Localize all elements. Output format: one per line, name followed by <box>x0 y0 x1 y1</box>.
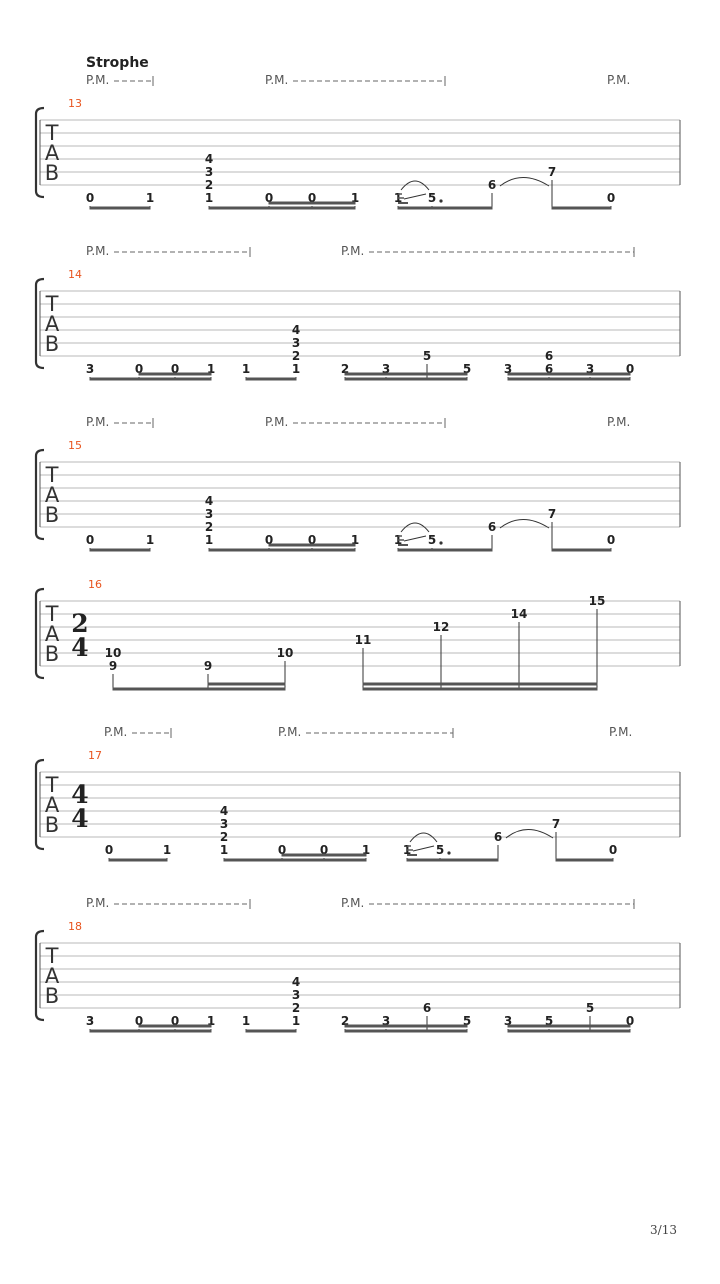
bar-number: 16 <box>88 578 102 591</box>
fret-number: 1 <box>206 362 216 376</box>
fret-number: 9 <box>203 659 213 673</box>
fret-number: 5 <box>462 1014 472 1028</box>
fret-number: 1 <box>204 191 214 205</box>
fret-number: 7 <box>551 817 561 831</box>
palm-mute-label: P.M. <box>607 73 631 87</box>
fret-number: 1 <box>393 191 403 205</box>
palm-mute-label: P.M. <box>607 415 631 429</box>
fret-number: 0 <box>277 843 287 857</box>
tab-system-18 <box>36 896 680 1031</box>
fret-number: 0 <box>625 362 635 376</box>
fret-number: 0 <box>606 533 616 547</box>
tab-clef-letter: T <box>45 121 59 145</box>
fret-number: 3 <box>204 165 214 179</box>
fret-number: 2 <box>340 362 350 376</box>
tab-clef-letter: T <box>45 463 59 487</box>
fret-number: 1 <box>241 362 251 376</box>
palm-mute-label: P.M. <box>86 73 110 87</box>
palm-mute-label: P.M. <box>265 415 289 429</box>
fret-number: 3 <box>585 362 595 376</box>
palm-mute-label: P.M. <box>265 73 289 87</box>
fret-number: 1 <box>145 533 155 547</box>
palm-mute-label: P.M. <box>86 896 110 910</box>
fret-number: 0 <box>307 191 317 205</box>
palm-mute-label: P.M. <box>104 725 128 739</box>
fret-number: 6 <box>544 362 554 376</box>
fret-number: 3 <box>291 336 301 350</box>
palm-mute-label: P.M. <box>86 244 110 258</box>
fret-number: 1 <box>291 1014 301 1028</box>
slide-line <box>404 536 426 541</box>
fret-number: 3 <box>381 362 391 376</box>
fret-number: 3 <box>85 362 95 376</box>
palm-mute-label: P.M. <box>341 244 365 258</box>
fret-number: 0 <box>307 533 317 547</box>
bar-number: 17 <box>88 749 102 762</box>
fret-number: 5 <box>544 1014 554 1028</box>
fret-number: 1 <box>145 191 155 205</box>
time-signature-top: 4 <box>71 780 89 809</box>
tab-clef-letter: T <box>45 602 59 626</box>
fret-number: 1 <box>350 533 360 547</box>
tab-clef-letter: T <box>45 292 59 316</box>
tab-clef-letter: A <box>44 964 60 988</box>
time-signature-top: 2 <box>71 609 89 638</box>
fret-number: 4 <box>291 323 301 337</box>
fret-number: 1 <box>241 1014 251 1028</box>
fret-number: 14 <box>510 607 528 621</box>
augmentation-dot <box>439 541 442 544</box>
fret-number: 2 <box>219 830 229 844</box>
fret-number: 12 <box>432 620 450 634</box>
fret-number: 0 <box>606 191 616 205</box>
bar-number: 18 <box>68 920 82 933</box>
tab-clef-letter: A <box>44 793 60 817</box>
time-signature-bottom: 4 <box>71 804 89 833</box>
fret-number: 6 <box>493 830 503 844</box>
fret-number: 2 <box>204 178 214 192</box>
tab-clef-letter: A <box>44 141 60 165</box>
bar-number: 13 <box>68 97 82 110</box>
fret-number: 1 <box>162 843 172 857</box>
fret-number: 9 <box>108 659 118 673</box>
fret-number: 0 <box>85 191 95 205</box>
fret-number: 6 <box>487 520 497 534</box>
tab-system-15 <box>36 415 680 550</box>
bar-number: 15 <box>68 439 82 452</box>
fret-number: 1 <box>204 533 214 547</box>
tab-system-17 <box>36 725 680 860</box>
tab-system-13 <box>36 73 680 208</box>
fret-number: 7 <box>547 165 557 179</box>
fret-number: 2 <box>291 349 301 363</box>
tab-clef-letter: B <box>44 503 60 527</box>
tab-clef-letter: T <box>45 944 59 968</box>
fret-number: 1 <box>393 533 403 547</box>
fret-number: 6 <box>544 349 554 363</box>
palm-mute-label: P.M. <box>86 415 110 429</box>
palm-mute-label: P.M. <box>278 725 302 739</box>
fret-number: 1 <box>206 1014 216 1028</box>
fret-number: 3 <box>85 1014 95 1028</box>
fret-number: 3 <box>381 1014 391 1028</box>
slide-line <box>404 194 426 199</box>
augmentation-dot <box>447 851 450 854</box>
tab-clef-letter: B <box>44 642 60 666</box>
fret-number: 2 <box>204 520 214 534</box>
fret-number: 0 <box>85 533 95 547</box>
fret-number: 5 <box>585 1001 595 1015</box>
section-title: Strophe <box>86 55 149 71</box>
fret-number: 5 <box>427 533 437 547</box>
tab-clef-letter: T <box>45 773 59 797</box>
fret-number: 0 <box>608 843 618 857</box>
fret-number: 10 <box>276 646 294 660</box>
fret-number: 0 <box>134 1014 144 1028</box>
fret-number: 2 <box>291 1001 301 1015</box>
fret-number: 0 <box>264 191 274 205</box>
fret-number: 1 <box>291 362 301 376</box>
fret-number: 6 <box>487 178 497 192</box>
fret-number: 5 <box>435 843 445 857</box>
palm-mute-label: P.M. <box>341 896 365 910</box>
tab-clef-letter: B <box>44 332 60 356</box>
tab-clef-letter: B <box>44 813 60 837</box>
tab-system-16 <box>36 578 680 689</box>
fret-number: 15 <box>588 594 606 608</box>
fret-number: 0 <box>104 843 114 857</box>
tab-clef-letter: A <box>44 312 60 336</box>
augmentation-dot <box>439 199 442 202</box>
page-number: 3/13 <box>650 1223 677 1237</box>
tab-clef-letter: B <box>44 984 60 1008</box>
fret-number: 4 <box>291 975 301 989</box>
fret-number: 0 <box>319 843 329 857</box>
fret-number: 4 <box>204 152 214 166</box>
fret-number: 5 <box>422 349 432 363</box>
slide-line <box>413 846 434 851</box>
fret-number: 1 <box>219 843 229 857</box>
fret-number: 3 <box>503 362 513 376</box>
fret-number: 0 <box>170 362 180 376</box>
fret-number: 7 <box>547 507 557 521</box>
fret-number: 3 <box>204 507 214 521</box>
fret-number: 0 <box>625 1014 635 1028</box>
fret-number: 4 <box>204 494 214 508</box>
fret-number: 10 <box>104 646 122 660</box>
fret-number: 5 <box>462 362 472 376</box>
tab-clef-letter: A <box>44 483 60 507</box>
fret-number: 1 <box>402 843 412 857</box>
fret-number: 0 <box>170 1014 180 1028</box>
time-signature-bottom: 4 <box>71 633 89 662</box>
fret-number: 6 <box>422 1001 432 1015</box>
fret-number: 3 <box>219 817 229 831</box>
tab-system-14 <box>36 244 680 379</box>
fret-number: 4 <box>219 804 229 818</box>
fret-number: 2 <box>340 1014 350 1028</box>
fret-number: 1 <box>361 843 371 857</box>
fret-number: 0 <box>134 362 144 376</box>
fret-number: 1 <box>350 191 360 205</box>
fret-number: 3 <box>503 1014 513 1028</box>
palm-mute-label: P.M. <box>609 725 633 739</box>
tab-clef-letter: A <box>44 622 60 646</box>
fret-number: 11 <box>354 633 372 647</box>
fret-number: 3 <box>291 988 301 1002</box>
tab-clef-letter: B <box>44 161 60 185</box>
fret-number: 5 <box>427 191 437 205</box>
bar-number: 14 <box>68 268 82 281</box>
fret-number: 0 <box>264 533 274 547</box>
